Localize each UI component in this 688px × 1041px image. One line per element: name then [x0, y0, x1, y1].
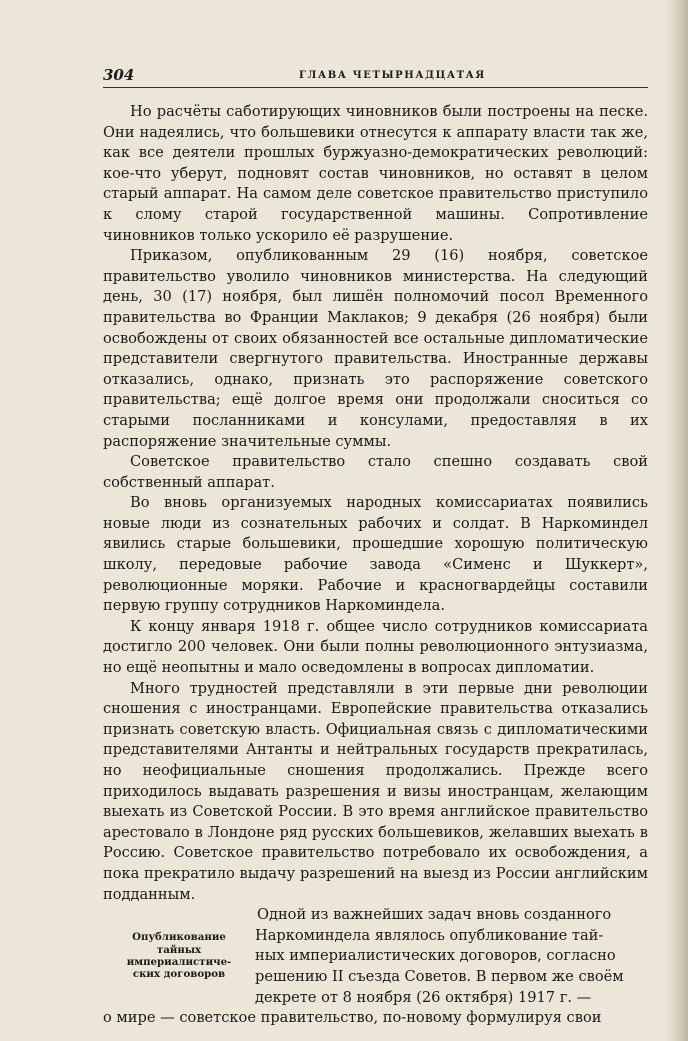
sidenote-block: [103, 905, 648, 1008]
paragraph: Во вновь организуемых народных комиссариатах появились новые люди из сознательных рабочих и солдат. В Наркоминдел явились старые большевики, прошедшие хорошую политическую школу, передовые рабочие завода «Сименс и Шуккерт», революционные моряки. Рабочие и красногвардейцы составили первую группу сотрудников Наркоминдела.: [103, 494, 648, 615]
header-rule: [103, 87, 648, 88]
margin-note-line: тайных: [156, 943, 202, 956]
sidenote-text-line: Одной из важнейших задач вновь созданного: [257, 906, 612, 924]
paragraph: Но расчёты саботирующих чиновников были построены на песке. Они надеялись, что большевики отнесутся к аппарату власти так же, как все деятели прошлых буржуазно-демократических революций: кое-что уберут, подновят состав чиновников, но оставят в целом старый аппарат. На самом деле советское правительство приступило к слому старой государственной машины. Сопротивление чиновников только ускорило её разрушение.: [103, 103, 648, 244]
paragraph: Приказом, опубликованным 29 (16) ноября, советское правительство уволило чиновников министерства. На следующий день, 30 (17) ноября, был лишён полномочий посол Временного правительства во Франции Маклаков; 9 декабря (26 ноября) были освобождены от своих обязанностей все остальные дипломатические представители свергнутого правительства. Иностранные державы отказались, однако, признать это распоряжение советского правительства; ещё долгое время они продолжали сноситься со старыми посланниками и консулами, предоставляя в их распоряжение значительные суммы.: [103, 247, 648, 450]
page-number: 304: [103, 66, 135, 84]
chapter-title: ГЛАВА ЧЕТЫРНАДЦАТАЯ: [299, 70, 486, 81]
paragraph: Советское правительство стало спешно создавать свой собственный аппарат.: [103, 453, 648, 491]
margin-note-line: Опубликование: [132, 931, 226, 944]
sidenote-text-line: решению II съезда Советов. В первом же своём: [255, 967, 624, 985]
margin-note: [103, 931, 255, 981]
running-head: [103, 66, 648, 88]
margin-note-line: империалистиче-: [126, 955, 232, 968]
margin-note-line: ских договоров: [132, 968, 226, 981]
body-text: [103, 102, 648, 1029]
sidenote-text-line: Наркоминдела являлось опубликование тай-: [255, 926, 604, 944]
sidenote-text-line: ных империалистических договоров, согласно: [255, 947, 616, 965]
continuation-line: о мире — советское правительство, по-новому формулируя свои: [103, 1009, 602, 1027]
page-edge-shadow: [666, 0, 688, 1041]
paragraph: К концу января 1918 г. общее число сотрудников комиссариата достигло 200 человек. Они были полны революционного энтузиазма, но ещё неопытны и мало осведомлены в вопросах дипломатии.: [103, 617, 648, 677]
sidenote-paragraph: [255, 905, 648, 1008]
sidenote-text-line: декрете от 8 ноября (26 октября) 1917 г. —: [255, 988, 592, 1006]
paragraph: Много трудностей представляли в эти первые дни революции сношения с иностранцами. Европейские правительства отказались признать советскую власть. Официальная связь с дипломатическими представителями Антанты и нейтральных государств прекратилась, но неофициальные сношения продолжались. Прежде всего приходилось выдавать разрешения и визы иностранцам, желающим выехать из Советской России. В это время английское правительство арестовало в Лондоне ряд русских большевиков, желавших выехать в Россию. Советское правительство потребовало их освобождения, а пока прекратило выдачу разрешений на выезд из России английским подданным.: [103, 679, 648, 903]
